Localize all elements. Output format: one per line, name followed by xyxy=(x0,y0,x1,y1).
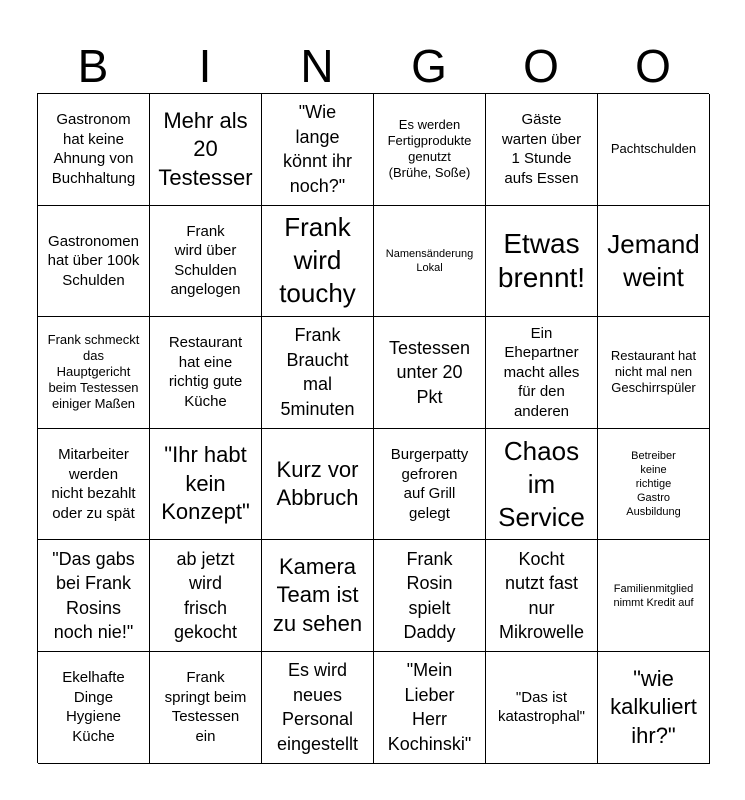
header-letter-5: O xyxy=(523,40,559,92)
bingo-cell[interactable] xyxy=(38,429,150,541)
header-letter-2: I xyxy=(198,40,212,92)
bingo-cell[interactable] xyxy=(150,652,262,764)
cell-text: Frank springt beim Testessen ein xyxy=(164,669,247,745)
bingo-cell[interactable] xyxy=(598,317,710,429)
cell-text: Burgerpatty gefroren auf Grill gelegt xyxy=(390,446,469,522)
cell-text: "wie kalkuliert ihr?" xyxy=(610,665,697,748)
header-letter-4: G xyxy=(411,40,447,92)
bingo-cell[interactable] xyxy=(262,94,374,206)
cell-text: Es werden Fertigprodukte genutzt (Brühe, Soße) xyxy=(387,117,472,181)
bingo-cell[interactable] xyxy=(486,317,598,429)
bingo-cell[interactable] xyxy=(374,652,486,764)
cell-text: Frank Rosin spielt Daddy xyxy=(403,548,456,643)
bingo-cell[interactable] xyxy=(374,429,486,541)
cell-text: "Ihr habt kein Konzept" xyxy=(161,442,250,525)
cell-text: Gastronomen hat über 100k Schulden xyxy=(47,232,140,289)
bingo-cell[interactable] xyxy=(262,429,374,541)
cell-text: Etwas brennt! xyxy=(497,227,586,293)
cell-text: Frank wird touchy xyxy=(279,212,356,309)
cell-text: Pachtschulden xyxy=(610,141,697,157)
bingo-cell[interactable] xyxy=(262,206,374,318)
cell-text: ab jetzt wird frisch gekocht xyxy=(173,548,238,643)
bingo-cell[interactable] xyxy=(262,652,374,764)
bingo-cell[interactable] xyxy=(598,94,710,206)
header-letter-6: O xyxy=(635,40,671,92)
bingo-cell[interactable] xyxy=(486,429,598,541)
bingo-cell[interactable] xyxy=(262,317,374,429)
cell-text: Jemand weint xyxy=(607,228,700,292)
bingo-cell[interactable] xyxy=(598,540,710,652)
cell-text: "Das ist katastrophal" xyxy=(497,688,586,726)
bingo-cell[interactable] xyxy=(150,317,262,429)
cell-text: Restaurant hat nicht mal nen Geschirrspüler xyxy=(610,348,697,396)
bingo-cell[interactable] xyxy=(150,540,262,652)
cell-text: Chaos im Service xyxy=(498,435,585,532)
bingo-cell[interactable] xyxy=(38,540,150,652)
cell-text: Namensänderung Lokal xyxy=(385,247,474,274)
cell-text: "Wie lange könnt ihr noch?" xyxy=(282,102,353,196)
bingo-cell[interactable] xyxy=(374,317,486,429)
cell-text: "Mein Lieber Herr Kochinski" xyxy=(387,660,472,754)
header-letter-1: B xyxy=(77,40,109,92)
cell-text: Mitarbeiter werden nicht bezahlt oder zu spät xyxy=(51,446,136,522)
bingo-cell[interactable] xyxy=(374,94,486,206)
cell-text: Frank wird über Schulden angelogen xyxy=(170,222,241,299)
bingo-cell[interactable] xyxy=(486,206,598,318)
cell-text: Gäste warten über 1 Stunde aufs Essen xyxy=(501,111,582,187)
bingo-cell[interactable] xyxy=(150,429,262,541)
bingo-grid xyxy=(37,93,709,763)
cell-text: Familienmitglied nimmt Kredit auf xyxy=(613,582,694,609)
cell-text: Kamera Team ist zu sehen xyxy=(272,553,363,636)
bingo-cell[interactable] xyxy=(38,94,150,206)
bingo-cell[interactable] xyxy=(374,206,486,318)
bingo-cell[interactable] xyxy=(150,94,262,206)
bingo-cell[interactable] xyxy=(486,94,598,206)
bingo-cell[interactable] xyxy=(486,652,598,764)
bingo-cell[interactable] xyxy=(262,540,374,652)
cell-text: Frank Braucht mal 5minuten xyxy=(280,325,355,419)
cell-text: "Das gabs bei Frank Rosins noch nie!" xyxy=(52,548,135,643)
cell-text: Betreiber keine richtige Gastro Ausbildung xyxy=(626,450,681,519)
cell-text: Ein Ehepartner macht alles für den anderen xyxy=(503,324,580,420)
bingo-cell[interactable] xyxy=(38,652,150,764)
cell-text: Mehr als 20 Testesser xyxy=(158,107,253,190)
cell-text: Es wird neues Personal eingestellt xyxy=(276,660,359,754)
bingo-cell[interactable] xyxy=(598,429,710,541)
bingo-cell[interactable] xyxy=(486,540,598,652)
bingo-cell[interactable] xyxy=(598,206,710,318)
bingo-cell[interactable] xyxy=(38,206,150,318)
cell-text: Kocht nutzt fast nur Mikrowelle xyxy=(498,548,585,643)
cell-text: Ekelhafte Dinge Hygiene Küche xyxy=(62,669,125,745)
bingo-cell[interactable] xyxy=(150,206,262,318)
cell-text: Frank schmeckt das Hauptgericht beim Testessen einiger Maßen xyxy=(47,332,140,412)
header-letter-3: N xyxy=(300,40,334,92)
cell-text: Kurz vor Abbruch xyxy=(276,456,359,511)
bingo-header xyxy=(37,40,709,92)
bingo-cell[interactable] xyxy=(374,540,486,652)
bingo-cell[interactable] xyxy=(598,652,710,764)
cell-text: Testessen unter 20 Pkt xyxy=(388,337,471,407)
bingo-cell[interactable] xyxy=(38,317,150,429)
cell-text: Restaurant hat eine richtig gute Küche xyxy=(168,334,243,410)
cell-text: Gastronom hat keine Ahnung von Buchhaltung xyxy=(51,111,136,187)
